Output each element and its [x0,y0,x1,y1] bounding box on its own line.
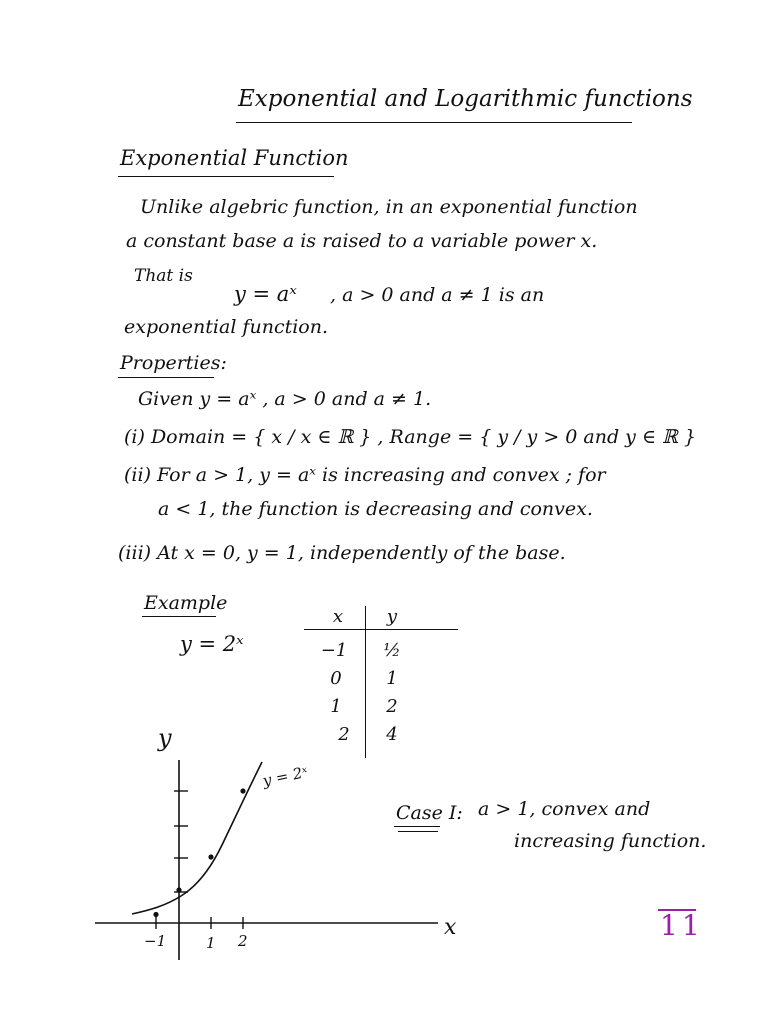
curve-label: y = 2ˣ [261,762,310,790]
properties-given: Given y = aˣ , a > 0 and a ≠ 1. [138,388,432,410]
table-cell: 0 [330,668,342,689]
curve-point [176,887,181,892]
curve-point [240,788,245,793]
table-cell: 1 [330,696,342,717]
x-axis-label: x [444,915,457,940]
curve-point [208,854,213,859]
table-header-x: x [332,606,344,627]
intro-line-1: Unlike algebric function, in an exponential function [140,196,638,218]
page-title: Exponential and Logarithmic functions [238,86,693,112]
table-cell: −1 [320,640,348,661]
page-mark-bar [658,909,696,911]
y-ticks [174,791,188,892]
property-item-1: (i) Domain = { x / x ∈ ℝ } , Range = { y / y > 0 and y ∈ ℝ } [124,426,696,448]
intro-formula: y = aˣ [234,282,297,306]
section-heading: Exponential Function [120,146,349,170]
table-header-y: y [386,606,398,627]
case-label: Case I: [396,802,463,824]
case-underline-2 [398,831,438,832]
table-cell: ½ [383,640,401,661]
example-heading: Example [144,592,228,614]
table-cell: 1 [386,668,398,689]
exponential-curve [132,762,262,914]
case-line-1: a > 1, convex and [478,798,651,820]
table-cell: 4 [386,724,398,745]
x-tick-label: −1 [144,932,167,950]
x-tick-label: 1 [206,934,216,952]
intro-line-2: a constant base a is raised to a variable power x. [126,230,598,252]
property-item-3: (iii) At x = 0, y = 1, independently of the base. [118,542,566,564]
properties-heading: Properties: [120,352,227,374]
case-line-2: increasing function. [514,830,707,852]
x-tick-label: 2 [238,932,248,950]
case-underline [394,826,440,827]
page-mark: 11 [660,909,704,942]
curve-points [153,788,245,917]
intro-line-3: That is [134,266,193,286]
intro-line-4: exponential function. [124,316,329,338]
property-item-2-line-2: a < 1, the function is decreasing and convex. [158,498,593,520]
y-axis-label: y [158,724,172,752]
curve-point [153,912,158,917]
example-formula: y = 2ˣ [180,632,244,656]
table-cell: 2 [338,724,350,745]
table-cell: 2 [386,696,398,717]
intro-condition: , a > 0 and a ≠ 1 is an [330,284,545,306]
property-item-2-line-1: (ii) For a > 1, y = aˣ is increasing and convex ; for [124,464,606,486]
